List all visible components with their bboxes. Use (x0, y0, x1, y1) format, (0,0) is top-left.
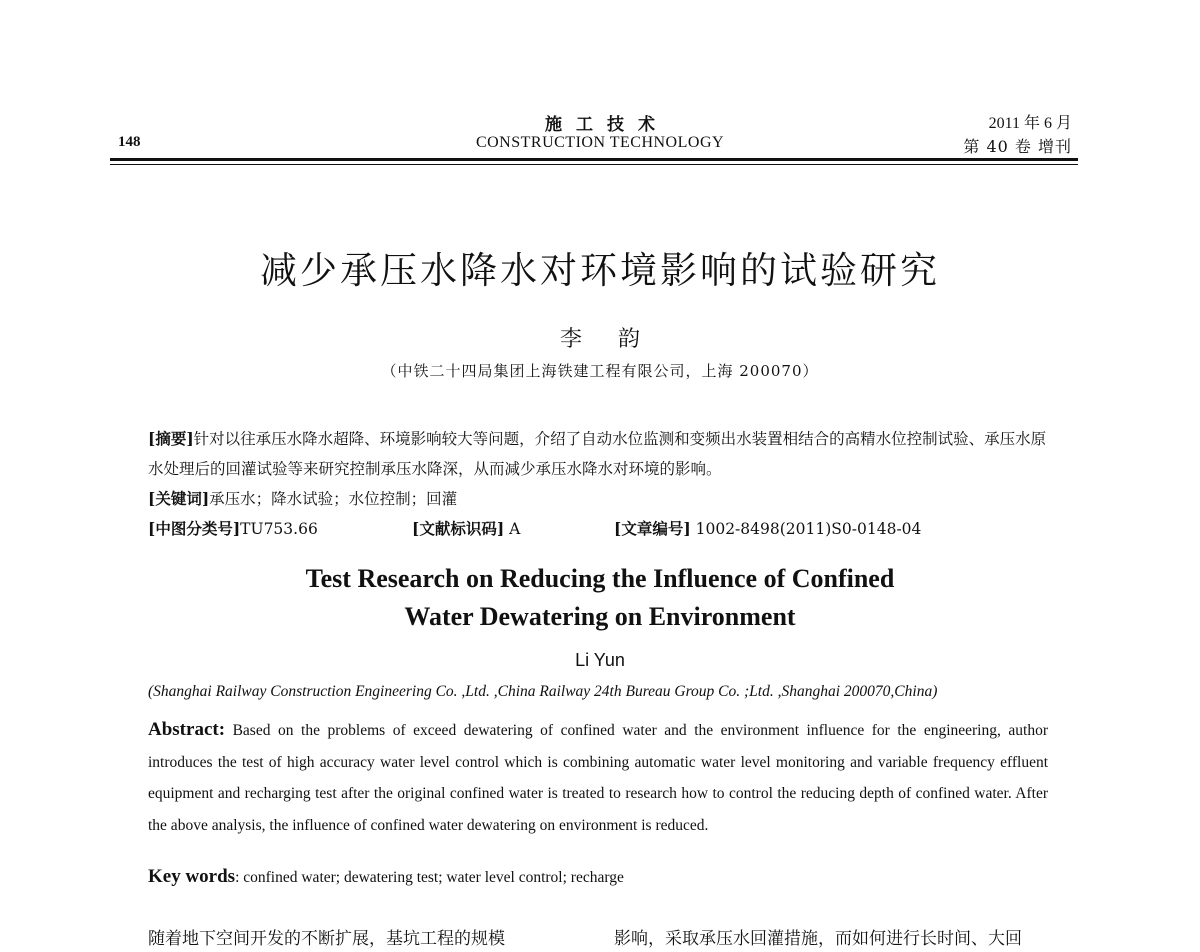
article-title-en (0, 560, 1200, 636)
keywords-text-cn: 承压水；降水试验；水位控制；回灌 (209, 490, 458, 508)
author-en: Li Yun (575, 650, 625, 670)
abstract-en: Abstract: Based on the problems of exceed dewatering of confined water and the environment influence for the engineering, author introduces the test of high accuracy water level control which is combining automatic water level monitoring and variable frequency effluent equipment and recharging test after the original confined water is treated to research how to control the reducing depth of confined water. After the above analysis, the influence of confined water dewatering on environment is reduced. (148, 719, 1048, 834)
abstract-text-cn: 针对以往承压水降水超降、环境影响较大等问题，介绍了自动水位监测和变频出水装置相结合的高精水位控制试验、承压水原水处理后的回灌试验等来研究控制承压水降深，从而减少承压水降水对环境的影响。 (148, 430, 1047, 478)
header-rule-thin (110, 164, 1078, 165)
article-id-label: [文章编号] (614, 519, 691, 538)
clc-value: TU753.66 (240, 520, 318, 538)
affiliation-en: (Shanghai Railway Construction Engineering Co. ,Ltd. ,China Railway 24th Bureau Group Co. ;Ltd. ,Shanghai 200070,China) (148, 683, 938, 700)
clc-label: [中图分类号] (148, 519, 241, 538)
article-title-en-line2: Water Dewatering on Environment (404, 602, 796, 631)
doc-code-value: A (509, 520, 521, 538)
keywords-cn (148, 484, 1058, 514)
keywords-label-en: Key words (148, 866, 236, 887)
keywords-label-cn: [关键词] (148, 489, 210, 508)
article-id-field (614, 514, 921, 544)
body-left-column: 随着地下空间开发的不断扩展，基坑工程的规模 (148, 929, 505, 949)
abstract-label-en: Abstract (148, 719, 219, 740)
doc-code-label: [文献标识码] (412, 519, 505, 538)
article-title-cn: 减少承压水降水对环境影响的试验研究 (260, 249, 940, 292)
page-number: 148 (118, 134, 141, 150)
article-title-en-line1: Test Research on Reducing the Influence of Confined (305, 564, 895, 593)
body-right-column: 影响，采取承压水回灌措施，而如何进行长时间、大回 (614, 929, 1022, 949)
abstract-label-cn: [摘要] (148, 429, 194, 448)
issue-date: 2011 年 6 月 (988, 115, 1072, 132)
issue-volume: 第 40 卷 增刊 (963, 137, 1072, 156)
abstract-text-en: Based on the problems of exceed dewatering of confined water and the environment influence for the engineering, author introduces the test of high accuracy water level control which is combining automatic water level monitoring and variable frequency effluent equipment and recharging test after the original confined water is treated to research how to control the reducing depth of confined water. After the above analysis, the influence of confined water dewatering on environment is reduced. (148, 722, 1048, 834)
doc-code-field (412, 514, 520, 544)
clc-field (148, 514, 318, 544)
keywords-text-en: confined water; dewatering test; water level control; recharge (243, 869, 624, 886)
journal-title-cn: 施工技术 (545, 115, 669, 135)
keywords-en: Key words: confined water; dewatering test; water level control; recharge (148, 866, 624, 887)
abstract-cn (148, 424, 1058, 484)
article-id-value: 1002-8498(2011)S0-0148-04 (695, 520, 922, 538)
header-rule-thick (110, 158, 1078, 161)
journal-title-en: CONSTRUCTION TECHNOLOGY (475, 134, 725, 151)
author-cn: 李韵 (559, 327, 676, 352)
affiliation-cn: （中铁二十四局集团上海铁建工程有限公司，上海 200070） (381, 362, 819, 380)
